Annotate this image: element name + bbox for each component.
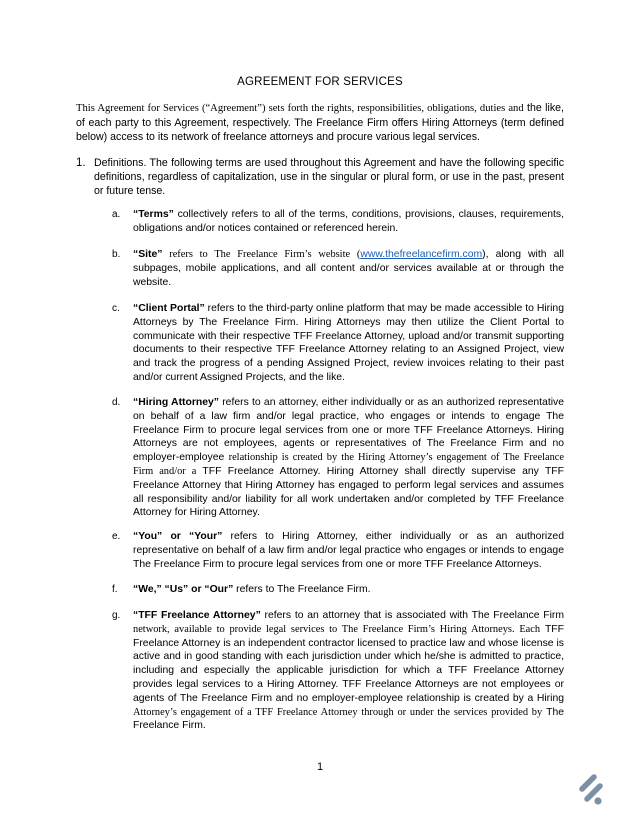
item-term: “TFF Freelance Attorney” [133, 610, 261, 621]
item-term: “Client Portal” [133, 303, 205, 314]
item-text: refers to Hiring Attorney, either individually or as an authorized representative on behalf of a law firm and/or legal practice who engages or intends to engage The Freelance Firm to procure legal services from one or more TFF Freelance Attorneys. [133, 531, 564, 570]
item-text: refers to The Freelance Firm. [233, 584, 371, 595]
item-text-after: The Freelance Firm. [133, 706, 564, 732]
freelance-firm-logo-icon [576, 772, 608, 808]
item-text-after: TFF Freelance Attorney. Hiring Attorney shall directly supervise any TFF Freelance Attorney that Hiring Attorney has engaged to perform legal services and assumes all responsibility and/or liability for all work undertaken and/or completed by TFF Freelance Attorney for Hiring Attorney. [133, 465, 564, 519]
item-text: refers to the third-party online platform that may be made accessible to Hiring Attorneys by The Freelance Firm. Hiring Attorneys may then utilize the Client Portal to communicate with their respective TFF Freelance Attorney, upload and/or transmit supporting documents to their respective TFF Freelance Attorney relating to an Assigned Project, view and track the progress of a pending Assigned Project, review invoices relating to their past and/or current Assigned Projects, and the like. [133, 303, 564, 383]
website-link[interactable]: www.thefreelancefirm.com [360, 249, 483, 260]
item-term: “We,” “Us” or “Our” [133, 584, 234, 595]
item-text-before: refers to an attorney, either individually or as an authorized representative on behalf of a law firm and/or legal practice, who engages or intends to engage The Freelance Firm to procure legal services from one or more TFF Freelance Attorneys. Hiring Attorneys are not employees, agents or representatives of The Freelance Firm and no employer-employee [133, 397, 564, 464]
item-text-serif: network, available to provide legal services to The Freelance Firm’s Hiring Attorneys. Each [133, 623, 541, 635]
item-term: “Terms” [133, 209, 174, 220]
intro-paragraph [76, 101, 564, 144]
intro-text-part1: This Agreement for Services (“Agreement”) sets forth the rights, responsibilities, obligations, duties and [76, 103, 524, 114]
item-text-before: refers to an attorney that is associated with The Freelance Firm [260, 610, 564, 621]
item-term: “You” or “Your” [133, 531, 223, 542]
section-number: 1. [76, 157, 86, 169]
item-label: d. [112, 397, 121, 408]
item-term: “Hiring Attorney” [133, 397, 219, 408]
item-label: b. [112, 249, 121, 260]
item-label: f. [112, 584, 118, 595]
item-text-serif-2: Attorney’s engagement of a TFF Freelance Attorney through or under the services provided by [133, 706, 543, 718]
item-term: “Site” [133, 249, 163, 260]
definition-item-you [112, 530, 564, 571]
definition-item-we [112, 583, 564, 597]
item-label: g. [112, 610, 121, 621]
intro-text-part2: the like, of each party to this Agreement, respectively. The Freelance Firm offers Hiring Attorneys (term defined below) access to its network of freelance attorneys and procure various legal services. [76, 102, 564, 143]
section-definitions [76, 156, 564, 198]
item-label: c. [112, 303, 120, 314]
definition-item-hiring-attorney [112, 396, 564, 520]
item-text-after: ), along with all subpages, mobile applications, and all content and/or services available at or through the website. [133, 249, 564, 288]
item-text-serif: relationship is created by the Hiring Attorney’s engagement of The Freelance Firm and/or a [133, 452, 564, 477]
item-label: a. [112, 209, 121, 220]
item-text-before: refers to The Freelance Firm’s website ( [162, 249, 361, 260]
definition-item-client-portal [112, 302, 564, 385]
page-number: 1 [316, 761, 324, 773]
definition-item-tff-attorney [112, 609, 564, 733]
definition-item-site [112, 248, 564, 289]
item-text: collectively refers to all of the terms, conditions, provisions, clauses, requirements, obligations and/or notices contained or referenced herein. [133, 209, 564, 234]
definition-item-terms [112, 208, 564, 236]
section-text: Definitions. The following terms are used throughout this Agreement and have the following specific definitions, regardless of capitalization, use in the singular or plural form, or use in the past, present or future tense. [94, 157, 564, 197]
item-text-middle: TFF Freelance Attorney is an independent contractor licensed to practice law and whose license is active and in good standing with each jurisdiction under which he/she is admitted to practice, including and especially the applicable jurisdiction for which a TFF Freelance Attorney provides legal services to a Hiring Attorney. TFF Freelance Attorneys are not employees or agents of The Freelance Firm and no employer-employee relationship is created by a Hiring [133, 623, 564, 704]
document-title: AGREEMENT FOR SERVICES [237, 76, 403, 88]
item-label: e. [112, 531, 121, 542]
